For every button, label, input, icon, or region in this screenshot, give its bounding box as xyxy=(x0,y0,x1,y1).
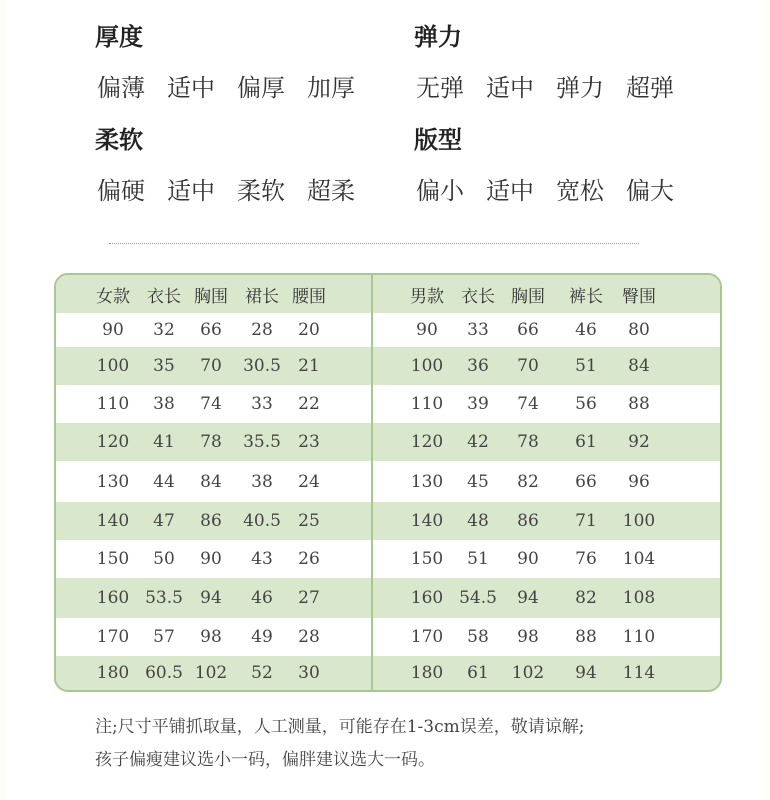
table-cell: 40.5 xyxy=(243,511,281,531)
table-cell: 80 xyxy=(628,320,650,340)
table-cell: 78 xyxy=(200,432,222,452)
attribute-option-selected: 适中 xyxy=(480,171,540,211)
table-row xyxy=(373,313,720,347)
table-cell: 27 xyxy=(298,588,320,608)
table-row xyxy=(373,385,720,423)
table-cell: 57 xyxy=(153,627,175,647)
table-cell: 28 xyxy=(251,320,273,340)
table-cell: 35 xyxy=(153,356,175,376)
table-row xyxy=(56,423,372,461)
table-cell: 43 xyxy=(251,549,273,569)
table-cell: 22 xyxy=(298,394,320,414)
column-header: 腰围 xyxy=(292,286,326,307)
table-cell: 100 xyxy=(96,356,130,376)
attribute-fit xyxy=(414,125,674,205)
table-cell: 100 xyxy=(622,511,656,531)
table-row xyxy=(373,540,720,578)
table-cell: 102 xyxy=(511,663,545,683)
attribute-option: 加厚 xyxy=(307,74,355,102)
table-cell: 61 xyxy=(467,663,489,683)
table-row xyxy=(373,656,720,690)
table-cell: 32 xyxy=(153,320,175,340)
column-header: 裙长 xyxy=(245,286,279,307)
boys-size-table xyxy=(373,275,720,690)
table-cell: 180 xyxy=(410,663,444,683)
table-cell: 100 xyxy=(410,356,444,376)
table-cell: 70 xyxy=(200,356,222,376)
table-cell: 56 xyxy=(575,394,597,414)
attribute-elasticity xyxy=(414,22,674,102)
table-cell: 140 xyxy=(410,511,444,531)
table-row xyxy=(373,423,720,461)
table-cell: 86 xyxy=(200,511,222,531)
table-center-divider xyxy=(371,275,373,690)
table-cell: 120 xyxy=(96,432,130,452)
table-cell: 24 xyxy=(298,471,320,492)
table-cell: 84 xyxy=(628,356,650,376)
size-note-line-2: 孩子偏瘦建议选小一码，偏胖建议选大一码。 xyxy=(95,750,435,770)
table-cell: 42 xyxy=(467,432,489,452)
table-cell: 94 xyxy=(575,663,597,683)
table-cell: 150 xyxy=(96,549,130,569)
column-header: 衣长 xyxy=(461,286,495,307)
table-cell: 53.5 xyxy=(145,588,183,608)
table-cell: 51 xyxy=(467,549,489,569)
table-cell: 102 xyxy=(194,663,228,683)
table-cell: 38 xyxy=(153,394,175,414)
attribute-option: 偏大 xyxy=(626,177,674,205)
dotted-divider xyxy=(109,243,639,244)
table-row xyxy=(56,540,372,578)
table-cell: 94 xyxy=(517,588,539,608)
table-row xyxy=(56,385,372,423)
table-cell: 88 xyxy=(575,627,597,647)
attribute-title: 版型 xyxy=(414,125,462,154)
table-cell: 114 xyxy=(622,663,656,683)
attribute-option: 偏硬 xyxy=(97,177,145,205)
attribute-title: 柔软 xyxy=(95,125,143,154)
table-cell: 96 xyxy=(628,471,650,492)
table-cell: 23 xyxy=(298,432,320,452)
table-cell: 51 xyxy=(575,356,597,376)
table-cell: 74 xyxy=(200,394,222,414)
attribute-option: 偏厚 xyxy=(237,74,285,102)
attribute-option-selected: 适中 xyxy=(480,68,540,108)
table-cell: 98 xyxy=(517,627,539,647)
table-cell: 66 xyxy=(200,320,222,340)
table-header-row xyxy=(56,275,372,313)
column-header: 女款 xyxy=(96,286,130,307)
attribute-option: 弹力 xyxy=(556,74,604,102)
column-header: 衣长 xyxy=(147,286,181,307)
table-cell: 33 xyxy=(251,394,273,414)
table-row xyxy=(56,461,372,502)
attribute-option: 宽松 xyxy=(556,177,604,205)
table-cell: 82 xyxy=(517,471,539,492)
table-cell: 54.5 xyxy=(459,588,497,608)
table-cell: 90 xyxy=(416,320,438,340)
table-cell: 41 xyxy=(153,432,175,452)
table-row xyxy=(373,578,720,618)
attribute-thickness xyxy=(95,22,355,102)
table-cell: 28 xyxy=(298,627,320,647)
table-cell: 90 xyxy=(517,549,539,569)
table-cell: 71 xyxy=(575,511,597,531)
table-cell: 74 xyxy=(517,394,539,414)
table-cell: 150 xyxy=(410,549,444,569)
attribute-option-selected: 偏薄 xyxy=(91,68,151,108)
column-header: 男款 xyxy=(410,286,444,307)
table-row xyxy=(56,502,372,540)
table-row xyxy=(56,347,372,385)
size-table xyxy=(54,273,722,692)
table-cell: 120 xyxy=(410,432,444,452)
table-cell: 92 xyxy=(628,432,650,452)
attribute-option: 超弹 xyxy=(626,74,674,102)
table-cell: 70 xyxy=(517,356,539,376)
table-cell: 82 xyxy=(575,588,597,608)
table-cell: 90 xyxy=(200,549,222,569)
attribute-option: 偏小 xyxy=(416,177,464,205)
column-header: 裤长 xyxy=(569,286,603,307)
table-row xyxy=(373,502,720,540)
table-cell: 47 xyxy=(153,511,175,531)
size-note-line-1: 注;尺寸平铺抓取量，人工测量，可能存在1-3cm误差，敬请谅解; xyxy=(95,717,585,737)
table-cell: 44 xyxy=(153,471,175,492)
table-cell: 61 xyxy=(575,432,597,452)
table-cell: 110 xyxy=(96,394,130,414)
table-cell: 49 xyxy=(251,627,273,647)
attribute-option: 无弹 xyxy=(416,74,464,102)
table-cell: 39 xyxy=(467,394,489,414)
table-cell: 25 xyxy=(298,511,320,531)
table-cell: 33 xyxy=(467,320,489,340)
table-cell: 52 xyxy=(251,663,273,683)
table-cell: 160 xyxy=(410,588,444,608)
table-cell: 26 xyxy=(298,549,320,569)
table-cell: 104 xyxy=(622,549,656,569)
table-row xyxy=(373,461,720,502)
column-header: 胸围 xyxy=(511,286,545,307)
table-cell: 50 xyxy=(153,549,175,569)
table-cell: 110 xyxy=(410,394,444,414)
table-cell: 35.5 xyxy=(243,432,281,452)
table-cell: 86 xyxy=(517,511,539,531)
table-cell: 48 xyxy=(467,511,489,531)
table-cell: 20 xyxy=(298,320,320,340)
table-cell: 66 xyxy=(575,471,597,492)
attribute-option: 超柔 xyxy=(307,177,355,205)
attribute-option: 适中 xyxy=(167,74,215,102)
table-cell: 60.5 xyxy=(145,663,183,683)
table-cell: 36 xyxy=(467,356,489,376)
table-row xyxy=(373,618,720,656)
table-row xyxy=(56,656,372,690)
table-row xyxy=(56,313,372,347)
table-cell: 108 xyxy=(622,588,656,608)
table-cell: 78 xyxy=(517,432,539,452)
table-cell: 38 xyxy=(251,471,273,492)
table-cell: 46 xyxy=(251,588,273,608)
table-cell: 170 xyxy=(96,627,130,647)
table-cell: 160 xyxy=(96,588,130,608)
table-cell: 140 xyxy=(96,511,130,531)
table-cell: 180 xyxy=(96,663,130,683)
table-header-row xyxy=(373,275,720,313)
column-header: 胸围 xyxy=(194,286,228,307)
table-cell: 130 xyxy=(410,471,444,492)
attribute-title: 弹力 xyxy=(414,22,462,51)
table-cell: 45 xyxy=(467,471,489,492)
table-cell: 94 xyxy=(200,588,222,608)
attribute-option-selected: 适中 xyxy=(161,171,221,211)
table-cell: 130 xyxy=(96,471,130,492)
table-row xyxy=(56,618,372,656)
girls-size-table xyxy=(56,275,372,690)
table-cell: 46 xyxy=(575,320,597,340)
table-cell: 21 xyxy=(298,356,320,376)
table-cell: 30.5 xyxy=(243,356,281,376)
table-cell: 58 xyxy=(467,627,489,647)
table-cell: 90 xyxy=(102,320,124,340)
table-cell: 30 xyxy=(298,663,320,683)
table-cell: 88 xyxy=(628,394,650,414)
table-cell: 98 xyxy=(200,627,222,647)
table-row xyxy=(56,578,372,618)
table-cell: 170 xyxy=(410,627,444,647)
attribute-title: 厚度 xyxy=(95,22,143,51)
table-row xyxy=(373,347,720,385)
column-header: 臀围 xyxy=(622,286,656,307)
table-cell: 76 xyxy=(575,549,597,569)
table-cell: 66 xyxy=(517,320,539,340)
table-cell: 84 xyxy=(200,471,222,492)
attribute-option: 柔软 xyxy=(237,177,285,205)
table-cell: 110 xyxy=(622,627,656,647)
attribute-softness xyxy=(95,125,355,205)
